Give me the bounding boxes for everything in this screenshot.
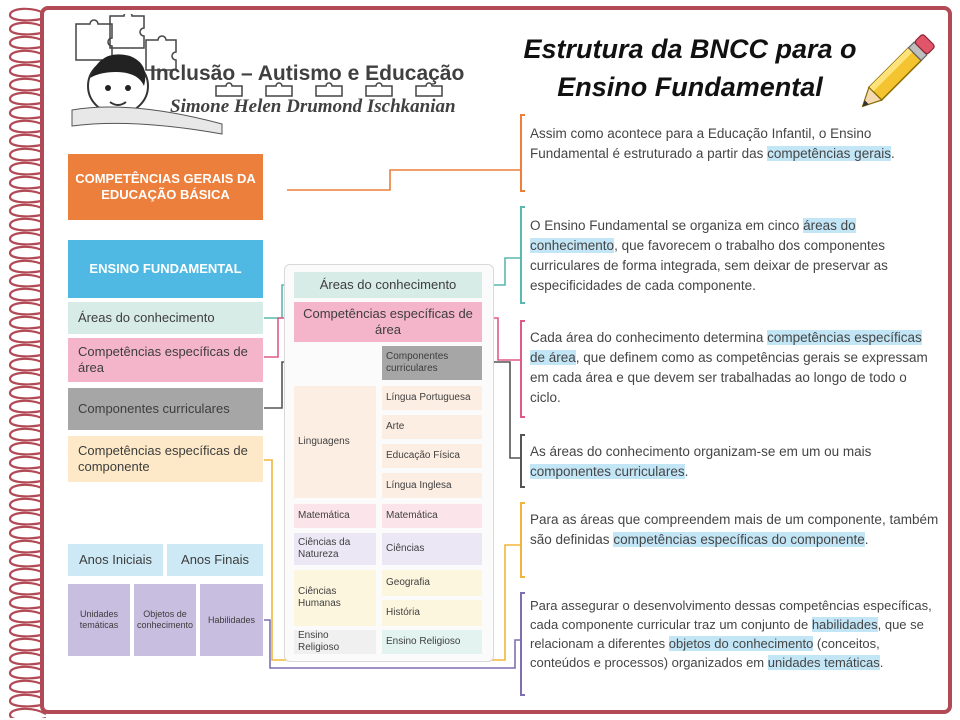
note-competencias-gerais: [530, 124, 940, 164]
note-competencias-area: [530, 328, 940, 408]
note-5-bracket: [520, 502, 525, 578]
middle-areas-box: Áreas do conhecimento: [294, 272, 482, 298]
anos-iniciais-box: Anos Iniciais: [68, 544, 163, 576]
note-4-bracket: [520, 434, 525, 488]
area-linguagens: Linguagens: [294, 386, 376, 498]
unidades-tematicas-box: Unidades temáticas: [68, 584, 130, 656]
middle-competencias-area-box: Competências específicas de área: [294, 302, 482, 342]
component-historia: História: [382, 600, 482, 626]
note-text: O Ensino Fundamental se organiza em cinco: [530, 218, 804, 233]
page-title-line-1: Estrutura da BNCC para o: [523, 34, 857, 64]
ensino-fundamental-box: ENSINO FUNDAMENTAL: [68, 240, 263, 298]
component-educacao-fisica: Educação Física: [382, 444, 482, 468]
component-ensino-religioso: Ensino Religioso: [382, 630, 482, 654]
competencias-componente-box: Competências específicas de componente: [68, 436, 263, 482]
note-text: Para as áreas que compreendem mais de um componente, também são definidas: [530, 512, 939, 547]
note-highlight: competências gerais: [767, 146, 891, 161]
note-highlight: habilidades: [811, 617, 878, 632]
note-text: Assim como acontece para a Educação Infantil, o Ensino Fundamental é estruturado a partir das: [530, 126, 872, 161]
note-text: , que favorecem o trabalho dos componentes curriculares de forma integrada, sem deixar de preservar as especificidades de cada componente.: [530, 238, 888, 293]
note-text: Cada área do conhecimento determina: [530, 330, 768, 345]
note-areas-conhecimento: [530, 216, 940, 296]
area-ensino-religioso: Ensino Religioso: [294, 630, 376, 654]
middle-componentes-box: Componentes curriculares: [382, 346, 482, 380]
area-matematica: Matemática: [294, 504, 376, 528]
componentes-curriculares-box: Componentes curriculares: [68, 388, 263, 430]
note-componentes-curriculares: [530, 442, 940, 482]
note-highlight: componentes curriculares: [530, 464, 685, 479]
note-text: Para assegurar o desenvolvimento dessas competências específicas, cada componente curricular traz um conjunto de: [530, 598, 932, 632]
note-6-bracket: [520, 592, 525, 696]
pencil-icon: [855, 24, 945, 114]
note-highlight: áreas do conhecimento: [530, 218, 856, 253]
note-highlight: objetos do conhecimento: [668, 636, 814, 651]
note-text: .: [890, 146, 895, 161]
habilidades-box: Habilidades: [200, 584, 263, 656]
page-title: [480, 30, 900, 106]
note-text: .: [879, 655, 884, 670]
note-highlight: competências específicas de área: [530, 330, 922, 365]
component-lingua-inglesa: Língua Inglesa: [382, 473, 482, 498]
note-text: .: [684, 464, 689, 479]
logo: [66, 14, 496, 140]
note-highlight: unidades temáticas: [767, 655, 880, 670]
component-matematica: Matemática: [382, 504, 482, 528]
note-text: , que definem como as competências gerais se expressam em cada área e que devem ser trabalhadas ao longo de todo o ciclo.: [530, 350, 928, 405]
objetos-conhecimento-box: Objetos de conhecimento: [134, 584, 196, 656]
note-text: , que se relacionam a diferentes: [530, 617, 924, 651]
logo-title: Inclusão – Autismo e Educação: [150, 62, 465, 85]
note-text: .: [864, 532, 869, 547]
note-habilidades: [530, 596, 940, 672]
component-lingua-portuguesa: Língua Portuguesa: [382, 386, 482, 410]
area-ciencias-humanas: Ciências Humanas: [294, 570, 376, 626]
note-competencias-componente: [530, 510, 940, 550]
note-2-bracket: [520, 206, 525, 304]
note-1-bracket: [520, 114, 525, 192]
logo-subtitle: Simone Helen Drumond Ischkanian: [170, 96, 456, 117]
note-text: As áreas do conhecimento organizam-se em um ou mais: [530, 444, 872, 459]
competencias-gerais-box: COMPETÊNCIAS GERAIS DA EDUCAÇÃO BÁSICA: [68, 154, 263, 220]
areas-conhecimento-box: Áreas do conhecimento: [68, 302, 263, 334]
note-highlight: competências específicas do componente: [613, 532, 865, 547]
component-ciencias: Ciências: [382, 533, 482, 565]
note-3-bracket: [520, 320, 525, 418]
component-geografia: Geografia: [382, 570, 482, 596]
page-title-line-2: Ensino Fundamental: [557, 72, 823, 102]
anos-finais-box: Anos Finais: [167, 544, 263, 576]
area-ciencias-natureza: Ciências da Natureza: [294, 533, 376, 565]
competencias-area-box: Competências específicas de área: [68, 338, 263, 382]
note-text: (conceitos, conteúdos e processos) organizados em: [530, 636, 880, 670]
component-arte: Arte: [382, 415, 482, 439]
